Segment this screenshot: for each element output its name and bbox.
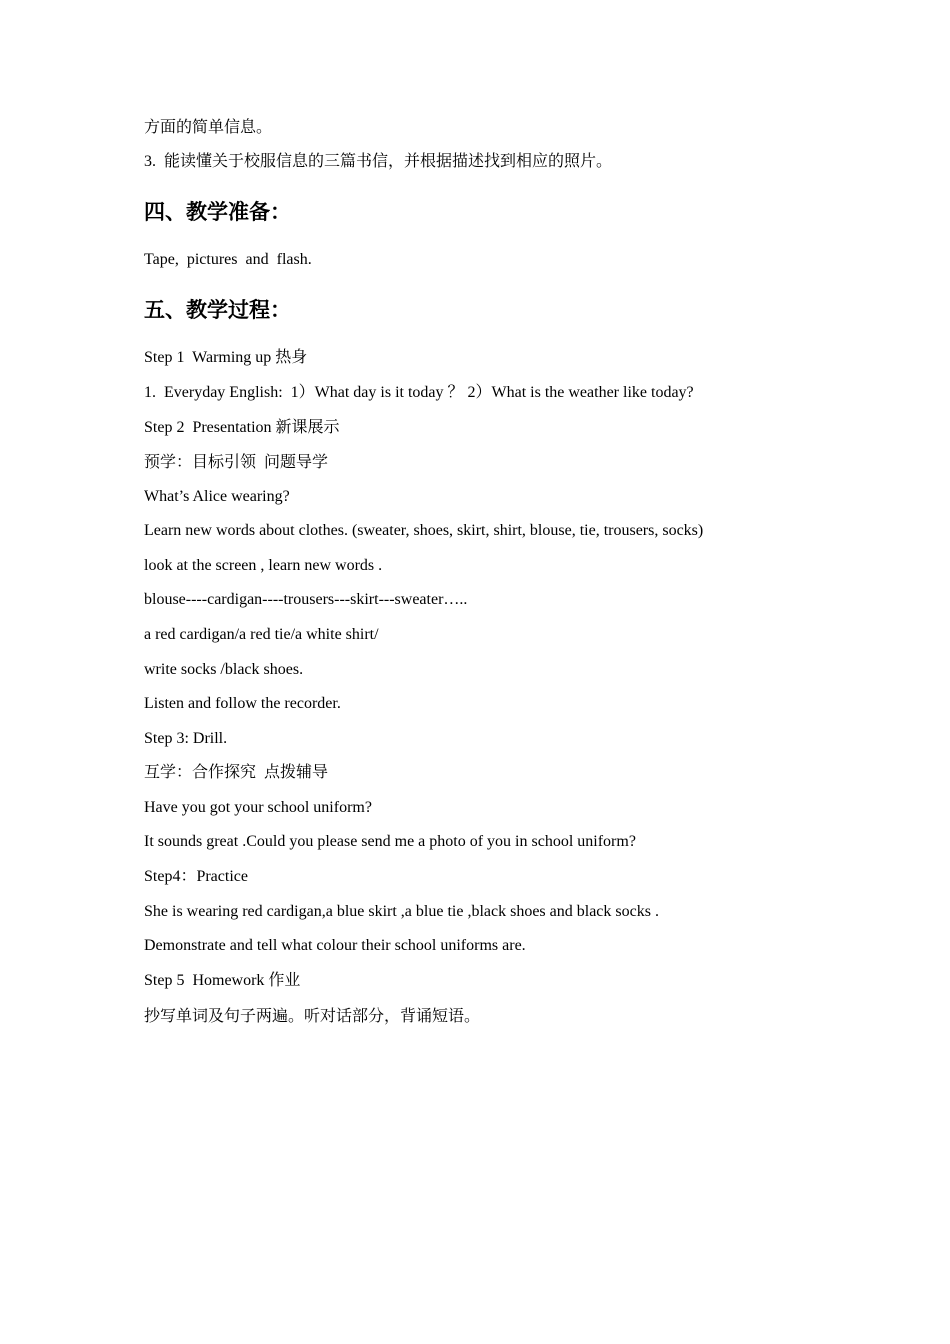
section-5-heading: 五、教学过程：: [144, 298, 291, 322]
photo-request-line: It sounds great .Could you please send me a photo of you in school uniform?: [144, 833, 636, 850]
demonstrate-line: Demonstrate and tell what colour their school uniforms are.: [144, 937, 526, 954]
listen-line: Listen and follow the recorder.: [144, 695, 341, 712]
screen-line: look at the screen , learn new words .: [144, 557, 383, 574]
new-words-line: Learn new words about clothes. (sweater, shoes, skirt, shirt, blouse, tie, trousers, socks): [144, 522, 704, 539]
socks-shoes-line: write socks /black shoes.: [144, 661, 304, 678]
step-2-line: Step 2 Presentation 新课展示: [144, 419, 340, 436]
step-4-line: Step4：Practice: [144, 868, 248, 885]
step-5-line: Step 5 Homework 作业: [144, 972, 301, 989]
mutual-learning-line: 互学：合作探究 点拨辅导: [144, 764, 329, 781]
everyday-english-line: 1. Everyday English: 1）What day is it today ？ 2）What is the weather like today?: [144, 384, 694, 401]
uniform-question-line: Have you got your school uniform?: [144, 799, 372, 816]
word-chain-line: blouse----cardigan----trousers---skirt---sweater…..: [144, 591, 468, 608]
homework-line: 抄写单词及句子两遍。听对话部分，背诵短语。: [144, 1008, 481, 1025]
intro-line-1: 方面的简单信息。: [144, 119, 273, 136]
step-3-line: Step 3: Drill.: [144, 730, 228, 747]
section-4-heading: 四、教学准备：: [144, 200, 291, 224]
wearing-line: She is wearing red cardigan,a blue skirt ,a blue tie ,black shoes and black socks .: [144, 903, 659, 920]
preview-line: 预学：目标引领 问题导学: [144, 454, 329, 471]
red-cardigan-line: a red cardigan/a red tie/a white shirt/: [144, 626, 379, 643]
step-1-line: Step 1 Warming up 热身: [144, 349, 308, 366]
section-4-text: Tape, pictures and flash.: [144, 251, 312, 268]
alice-question-line: What’s Alice wearing?: [144, 488, 290, 505]
intro-line-2: 3. 能读懂关于校服信息的三篇书信，并根据描述找到相应的照片。: [144, 153, 613, 170]
